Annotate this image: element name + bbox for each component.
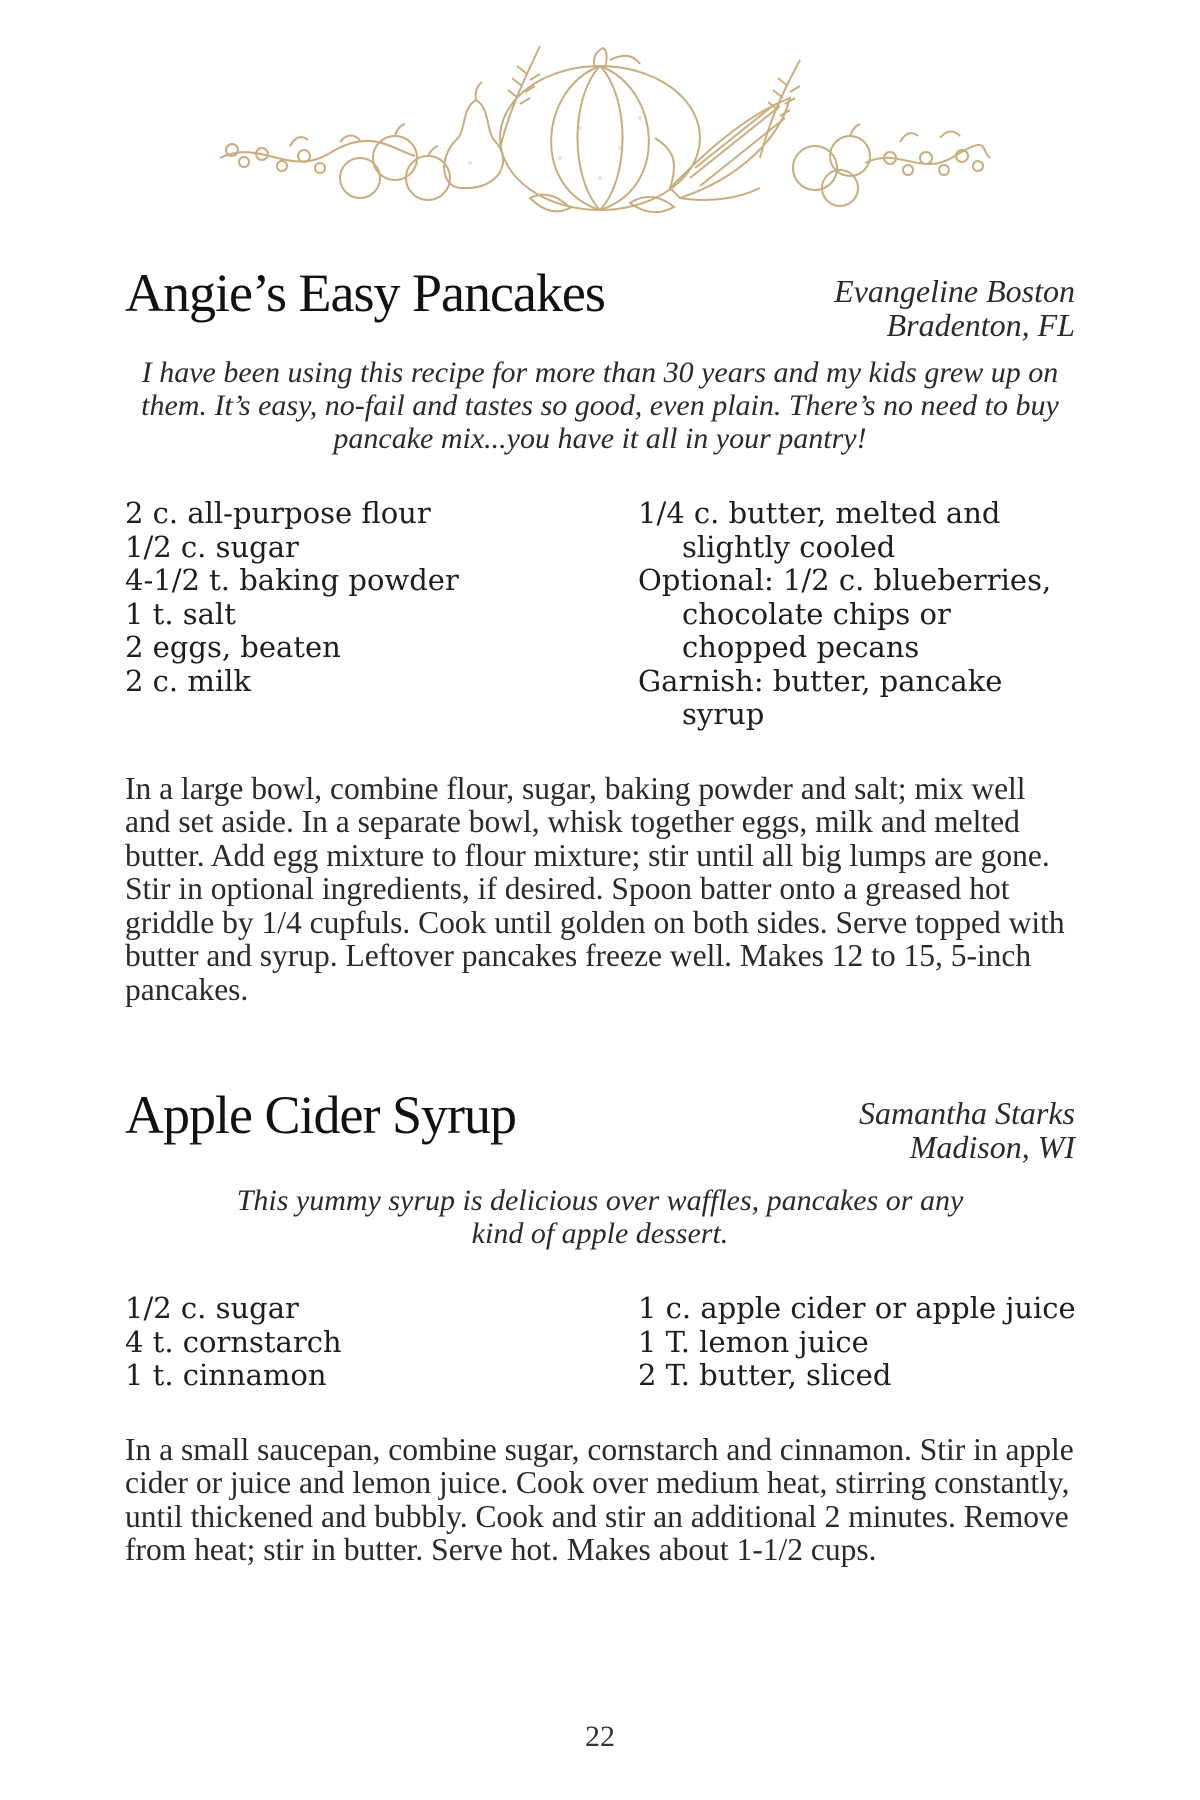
page-number: 22 xyxy=(585,1720,615,1753)
ingredient-item: 2 eggs, beaten xyxy=(125,630,341,664)
recipe-author: Samantha Starks xyxy=(859,1095,1075,1131)
ingredient-item: 1 t. salt xyxy=(125,596,236,631)
ingredient-item: 1/2 c. sugar xyxy=(125,529,299,564)
recipe-header xyxy=(125,262,1075,352)
ingredient-item: 1 t. cinnamon xyxy=(125,1358,327,1392)
recipe-header xyxy=(125,1084,1075,1174)
harvest-cornucopia-icon xyxy=(200,38,1000,228)
ingredients-right-column xyxy=(638,1292,1075,1393)
recipe-location: Bradenton, FL xyxy=(886,307,1075,343)
ingredients-right-column xyxy=(638,497,1075,732)
recipe-directions: In a large bowl, combine flour, sugar, baking powder and salt; mix well and set aside. In a separate bowl, whisk together eggs, milk and melted butter. Add egg mixture to flour mixture; stir until all big lumps are gone. Stir in optional ingredients, if desired. Spoon batter onto a greased hot griddle by 1/4 cupfuls. Cook until golden on both sides. Serve topped with butter and syrup. Leftover pancakes freeze well. Makes 12 to 15, 5-inch pancakes. xyxy=(125,770,1065,1007)
ingredients-list xyxy=(125,497,1075,732)
recipe-card xyxy=(125,262,1075,1006)
recipe-card xyxy=(125,1084,1075,1567)
ingredients-left-column xyxy=(125,497,581,732)
ingredient-item: 1 T. lemon juice xyxy=(638,1324,869,1359)
recipe-intro: I have been using this recipe for more than 30 years and my kids grew up on them. It’s easy, no-fail and tastes so good, even plain. There’s no need to buy pancake mix...you have it all in your pantry! xyxy=(141,356,1059,455)
recipe-title: Angie’s Easy Pancakes xyxy=(125,263,605,323)
recipe-title: Apple Cider Syrup xyxy=(125,1085,516,1145)
ingredient-item: Garnish: butter, pancake syrup xyxy=(638,663,1003,731)
ingredient-item: 1/4 c. butter, melted and slightly cooled xyxy=(638,496,1001,564)
ingredient-item: 1 c. apple cider or apple juice xyxy=(638,1291,1076,1325)
recipe-byline xyxy=(834,274,1075,342)
ingredient-item: 1/2 c. sugar xyxy=(125,1291,299,1325)
ingredients-left-column xyxy=(125,1292,581,1393)
ingredient-item: 2 c. milk xyxy=(125,663,251,698)
ingredient-item: Optional: 1/2 c. blueberries, chocolate chips or chopped pecans xyxy=(638,563,1052,664)
recipe-location: Madison, WI xyxy=(909,1129,1075,1165)
ingredient-item: 4 t. cornstarch xyxy=(125,1324,342,1359)
recipe-directions: In a small saucepan, combine sugar, cornstarch and cinnamon. Stir in apple cider or juice and lemon juice. Cook over medium heat, stirring constantly, until thickened and bubbly. Cook and stir an additional 2 minutes. Remove from heat; stir in butter. Serve hot. Makes about 1-1/2 cups. xyxy=(125,1431,1074,1567)
ingredients-list xyxy=(125,1292,1075,1393)
recipe-byline xyxy=(859,1096,1075,1164)
ingredient-item: 2 c. all-purpose flour xyxy=(125,496,431,530)
ingredient-item: 4-1/2 t. baking powder xyxy=(125,563,459,597)
ingredient-item: 2 T. butter, sliced xyxy=(638,1358,892,1392)
recipe-intro: This yummy syrup is delicious over waffles, pancakes or any kind of apple dessert. xyxy=(236,1184,964,1250)
recipe-author: Evangeline Boston xyxy=(834,273,1075,309)
